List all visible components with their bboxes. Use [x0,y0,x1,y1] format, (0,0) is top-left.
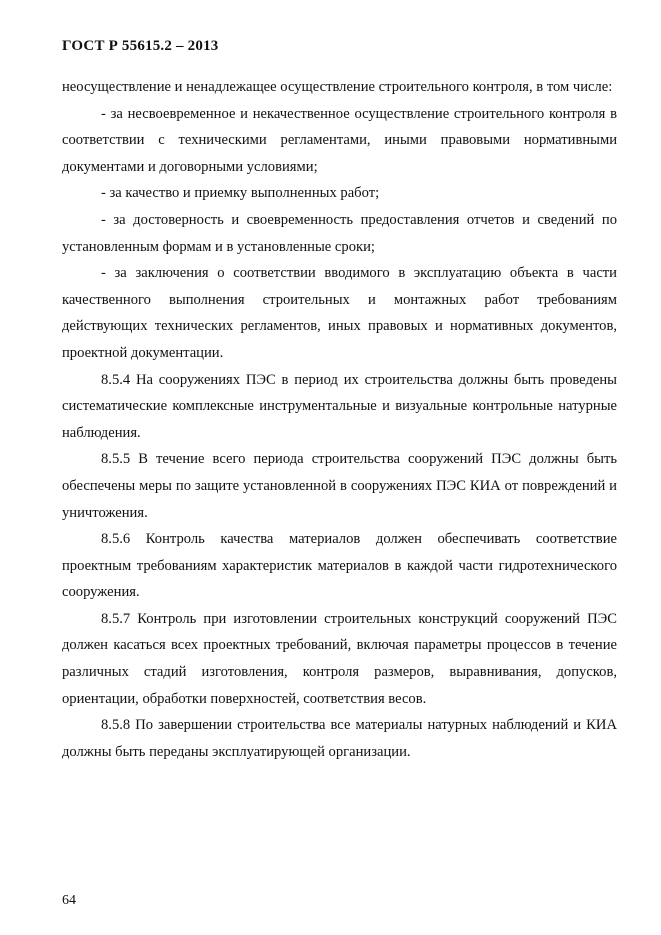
paragraph-list-item-4: - за заключения о соответствии вводимого в эксплуатацию объекта в части качественного выполнения строительных и монтажных работ требованиям действующих технических регламентов, иных правовых и нормативных документов, проектной документации. [62,265,617,361]
paragraph-8-5-5: 8.5.5 В течение всего периода строительства сооружений ПЭС должны быть обеспечены меры по защите установленной в сооружениях ПЭС КИА от повреждений и уничтожения. [62,451,617,521]
paragraph-list-item-1: - за несвоевременное и некачественное осуществление строительного контроля в соответствии с техническими регламентами, иными правовыми нормативными документами и договорными условиями; [62,105,617,175]
paragraph-8-5-6: 8.5.6 Контроль качества материалов должен обеспечивать соответствие проектным требованиям характеристик материалов в каждой части гидротехнического сооружения. [62,531,617,601]
paragraph-8-5-4: 8.5.4 На сооружениях ПЭС в период их строительства должны быть проведены систематические комплексные инструментальные и визуальные контрольные натурные наблюдения. [62,371,617,441]
paragraph-8-5-7: 8.5.7 Контроль при изготовлении строительных конструкций сооружений ПЭС должен касаться всех проектных требований, включая параметры процессов в течение различных стадий изготовления, контроля размеров, выравнивания, допусков, ориентации, обработки поверхностей, соответствия весов. [62,610,617,707]
document-body [62,74,617,765]
paragraph-list-item-2: - за качество и приемку выполненных работ; [101,185,380,202]
page-number: 64 [62,893,76,908]
paragraph-8-5-8: 8.5.8 По завершении строительства все материалы натурных наблюдений и КИА должны быть переданы эксплуатирующей организации. [62,717,617,760]
paragraph-continuation: неосуществление и ненадлежащее осуществление строительного контроля, в том числе: [62,79,613,95]
document-header-title: ГОСТ Р 55615.2 – 2013 [62,38,219,54]
paragraph-list-item-3: - за достоверность и своевременность предоставления отчетов и сведений по установленным формам и в установленные сроки; [62,211,617,255]
